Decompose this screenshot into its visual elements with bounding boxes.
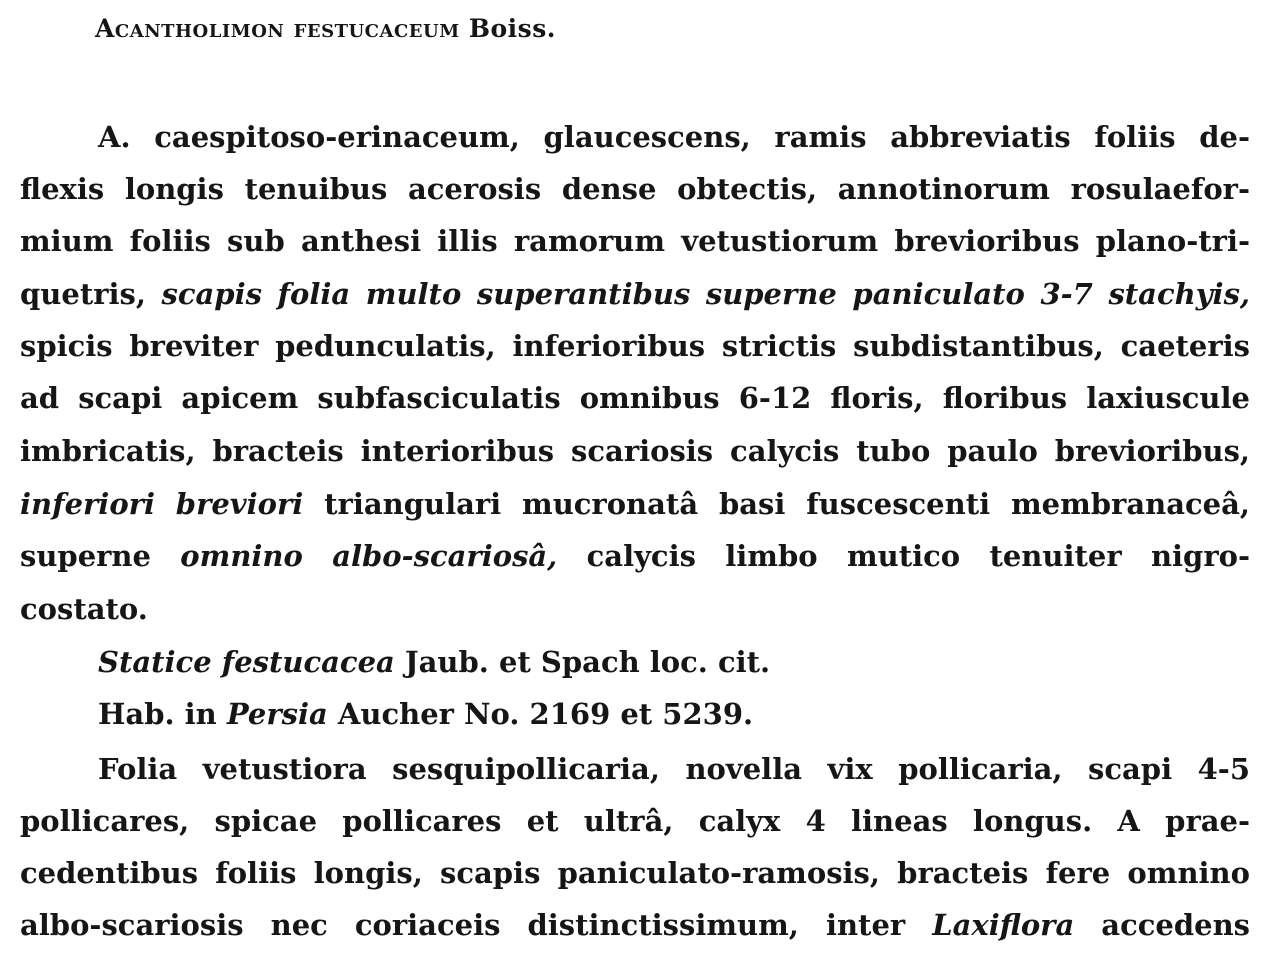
description-line xyxy=(20,320,1250,372)
italic-segment: scapis folia multo superantibus superne paniculato 3-7 stachyis, xyxy=(161,277,1250,311)
description-line xyxy=(20,478,1250,530)
species-author: Boiss. xyxy=(468,14,557,43)
text-segment: pollicares, spicae pollicares et ultrâ, calyx 4 lineas longus. A prae- xyxy=(20,804,1250,838)
notes-line xyxy=(98,743,1250,795)
description-line xyxy=(20,425,1250,477)
description-line xyxy=(20,372,1250,424)
text-segment: accedens xyxy=(1074,908,1250,942)
species-heading xyxy=(95,14,556,43)
text-segment: albo-scariosis nec coriaceis distinctissimum, inter xyxy=(20,908,933,942)
text-segment: mium foliis sub anthesi illis ramorum vetustiorum brevioribus plano-tri- xyxy=(20,224,1250,258)
text-segment: Aucher No. 2169 et 5239. xyxy=(327,697,754,731)
description-line xyxy=(98,111,1250,163)
species-epithet: festucaceum xyxy=(293,14,460,43)
description-line xyxy=(20,215,1250,267)
genus-name: Acantholimon xyxy=(95,14,285,43)
text-segment: quetris, xyxy=(20,277,162,311)
italic-segment: inferiori breviori xyxy=(20,487,304,521)
notes-line xyxy=(20,795,1250,847)
text-segment: costato. xyxy=(20,592,148,626)
italic-segment: omnino albo-scariosâ, xyxy=(180,539,558,573)
habitat-line xyxy=(98,688,1250,740)
synonym-line xyxy=(98,636,1250,688)
text-segment: Hab. in xyxy=(98,697,227,731)
description-line xyxy=(20,163,1250,215)
text-segment: cedentibus foliis longis, scapis paniculato-ramosis, bracteis fere omnino xyxy=(20,856,1250,890)
text-segment: triangulari mucronatâ basi fuscescenti membranaceâ, xyxy=(303,487,1250,521)
italic-segment: Persia xyxy=(226,697,328,731)
text-segment: calycis limbo mutico tenuiter nigro- xyxy=(557,539,1250,573)
text-segment: Folia vetustiora sesquipollicaria, novella vix pollicaria, scapi 4-5 xyxy=(98,752,1250,786)
description-line xyxy=(20,583,1250,635)
italic-segment: Laxiflora xyxy=(932,908,1075,942)
text-segment: Jaub. et Spach loc. cit. xyxy=(394,645,771,679)
text-segment: imbricatis, bracteis interioribus scariosis calycis tubo paulo brevioribus, xyxy=(20,434,1250,468)
text-segment: spicis breviter pedunculatis, inferioribus strictis subdistantibus, caeteris xyxy=(20,329,1250,363)
text-segment: A. caespitoso-erinaceum, glaucescens, ramis abbreviatis foliis de- xyxy=(98,120,1250,154)
description-line xyxy=(20,530,1250,582)
notes-line xyxy=(20,847,1250,899)
notes-line xyxy=(20,899,1250,951)
text-segment: superne xyxy=(20,539,181,573)
italic-segment: Statice festucacea xyxy=(98,645,395,679)
text-segment: ad scapi apicem subfasciculatis omnibus 6-12 floris, floribus laxiuscule xyxy=(20,381,1250,415)
description-line xyxy=(20,268,1250,320)
text-segment: flexis longis tenuibus acerosis dense obtectis, annotinorum rosulaefor- xyxy=(20,172,1250,206)
